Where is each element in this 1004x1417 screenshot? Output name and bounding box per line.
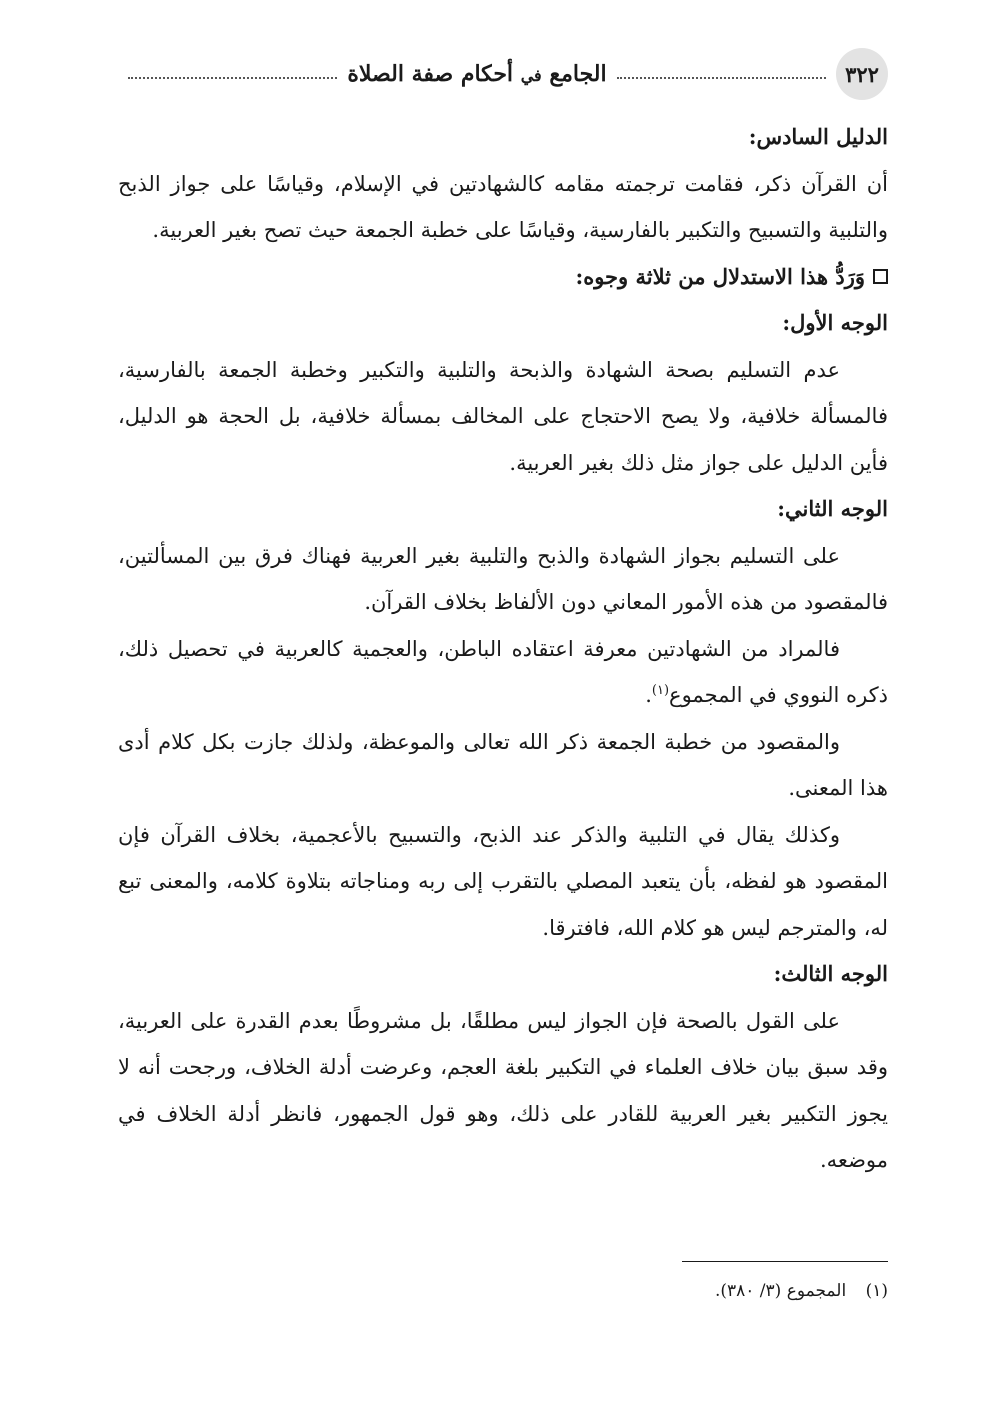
- page-number: [836, 48, 888, 100]
- book-title: [347, 61, 606, 87]
- book-title-part1: الجامع: [549, 61, 607, 87]
- square-bullet-icon: [873, 269, 888, 284]
- heading-second-aspect: الوجه الثاني:: [777, 496, 888, 521]
- paragraph-second-aspect-b-text: فالمراد من الشهادتين معرفة اعتقاده الباطن، والعجمية كالعربية في تحصيل ذلك، ذكره النووي في المجموع: [118, 636, 888, 707]
- footnote-text: المجموع (٣/ ٣٨٠).: [714, 1281, 847, 1301]
- heading-third-aspect: الوجه الثالث:: [773, 961, 888, 986]
- footnote-marker: (١): [865, 1281, 888, 1301]
- paragraph-second-aspect-b-end: .: [645, 683, 652, 707]
- page-number-text: ٣٢٢: [845, 61, 879, 87]
- header-dots-left: [128, 77, 337, 79]
- header-dots-right: [617, 77, 826, 79]
- rebuttal-heading: [118, 254, 888, 301]
- footnote-divider: [682, 1261, 888, 1262]
- paragraph-second-aspect-b: [118, 626, 888, 719]
- rebuttal-heading-text: وَرَدُّ هذا الاستدلال من ثلاثة وجوه:: [575, 263, 865, 289]
- paragraph-sixth-evidence: أن القرآن ذكر، فقامت ترجمته مقامه كالشهادتين في الإسلام، وقياسًا على جواز الذبح والتلبية والتسبيح والتكبير بالفارسية، وقياسًا على خطبة الجمعة حيث تصح بغير العربية.: [118, 171, 888, 242]
- book-title-part2: في: [520, 66, 542, 85]
- paragraph-second-aspect-a: على التسليم بجواز الشهادة والذبح والتلبية بغير العربية فهناك فرق بين المسألتين، فالمقصود من هذه الأمور المعاني دون الألفاظ بخلاف القرآن.: [118, 543, 888, 614]
- heading-first-aspect: الوجه الأول:: [782, 310, 888, 335]
- paragraph-third-aspect: على القول بالصحة فإن الجواز ليس مطلقًا، بل مشروطًا بعدم القدرة على العربية، وقد سبق بيان خلاف العلماء في التكبير بلغة العجم، وعرضت أدلة الخلاف، ورجحت أنه لا يجوز التكبير بغير العربية للقادر على ذلك، وهو قول الجمهور، فانظر أدلة الخلاف في موضعه.: [118, 1008, 888, 1172]
- paragraph-first-aspect: عدم التسليم بصحة الشهادة والذبحة والتلبية والتكبير وخطبة الجمعة بالفارسية، فالمسألة خلافية، ولا يصح الاحتجاج على المخالف بمسألة خلافية، بل الحجة هو الدليل، فأين الدليل على جواز مثل ذلك بغير العربية.: [118, 357, 888, 475]
- heading-sixth-evidence: الدليل السادس:: [748, 124, 888, 149]
- main-text: [118, 114, 888, 1184]
- running-header: [118, 48, 888, 100]
- footnote: [118, 1277, 888, 1305]
- book-title-part3: أحكام صفة الصلاة: [347, 61, 514, 87]
- footnote-reference[interactable]: (١): [651, 683, 670, 698]
- paragraph-second-aspect-c: والمقصود من خطبة الجمعة ذكر الله تعالى والموعظة، ولذلك جازت بكل كلام أدى هذا المعنى.: [118, 729, 888, 800]
- paragraph-second-aspect-d: وكذلك يقال في التلبية والذكر عند الذبح، والتسبيح بالأعجمية، بخلاف القرآن فإن المقصود هو لفظه، بأن يتعبد المصلي بالتقرب إلى ربه ومناجاته بتلاوة كلامه، والمعنى تبع له، والمترجم ليس هو كلام الله، فافترقا.: [118, 822, 888, 940]
